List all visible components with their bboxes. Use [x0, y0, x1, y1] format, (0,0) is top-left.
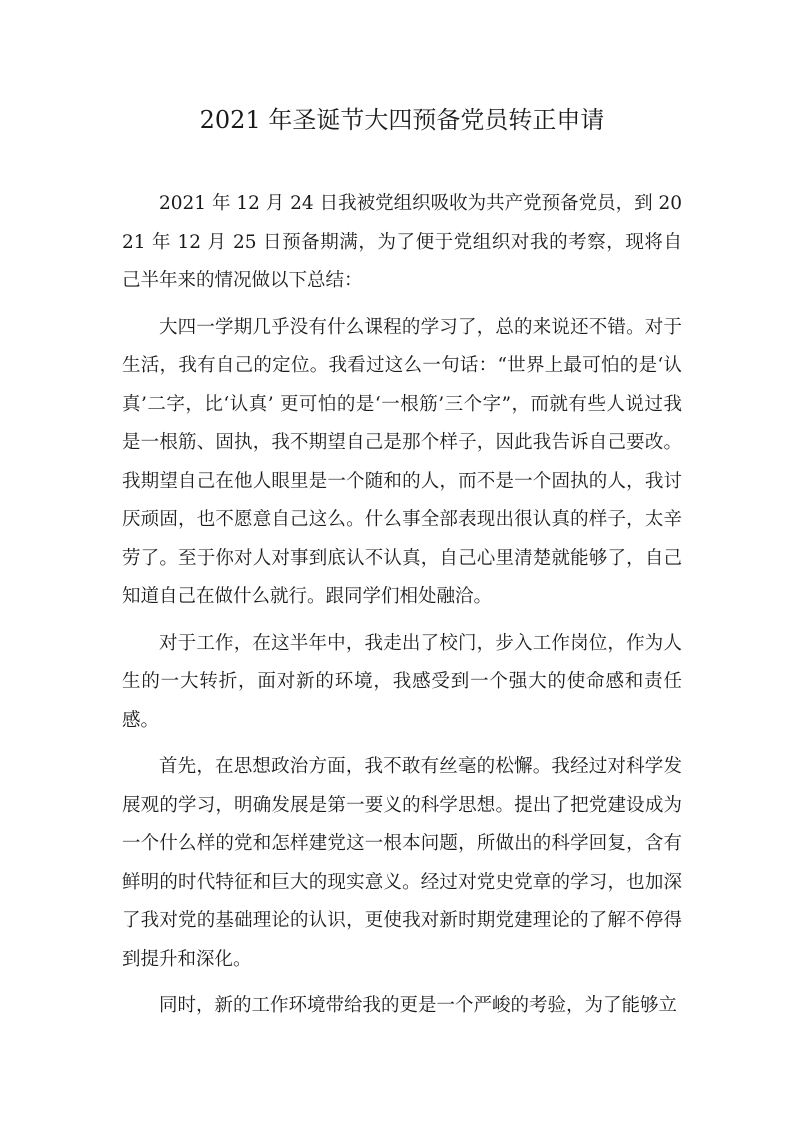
- document-body: [122, 185, 682, 1026]
- paragraph-life: 大四一学期几乎没有什么课程的学习了，总的来说还不错。对于生活，我有自己的定位。我看过这么一句话：“世界上最可怕的是‘认真’二字，比‘认真’ 更可怕的是‘一根筋’三个字”，而就有些人说过我是一根筋、固执，我不期望自己是那个样子，因此我告诉自己要改。我期望自己在他人眼里是一个随和的人，而不是一个固执的人，我讨厌顽固，也不愿意自己这么。什么事全部表现出很认真的样子，太辛劳了。至于你对人对事到底认不认真，自己心里清楚就能够了，自己知道自己在做什么就行。跟同学们相处融洽。: [122, 316, 682, 607]
- paragraph-work: 对于工作，在这半年中，我走出了校门，步入工作岗位，作为人生的一大转折，面对新的环境，我感受到一个强大的使命感和责任感。: [122, 632, 682, 731]
- paragraph-intro: 2021 年 12 月 24 日我被党组织吸收为共产党预备党员，到 2021 年 12 月 25 日预备期满，为了便于党组织对我的考察，现将自己半年来的情况做以下总结：: [122, 193, 682, 291]
- paragraph-environment: 同时，新的工作环境带给我的更是一个严峻的考验，为了能够立: [159, 995, 678, 1016]
- document-title: 2021 年圣诞节大四预备党员转正申请: [199, 106, 605, 134]
- paragraph-ideology: 首先，在思想政治方面，我不敢有丝毫的松懈。我经过对科学发展观的学习，明确发展是第一要义的科学思想。提出了把党建设成为一个什么样的党和怎样建党这一根本问题，所做出的科学回复，含有鲜明的时代特征和巨大的现实意义。经过对党史党章的学习，也加深了我对党的基础理论的认识，更使我对新时期党建理论的了解不停得到提升和深化。: [122, 756, 682, 970]
